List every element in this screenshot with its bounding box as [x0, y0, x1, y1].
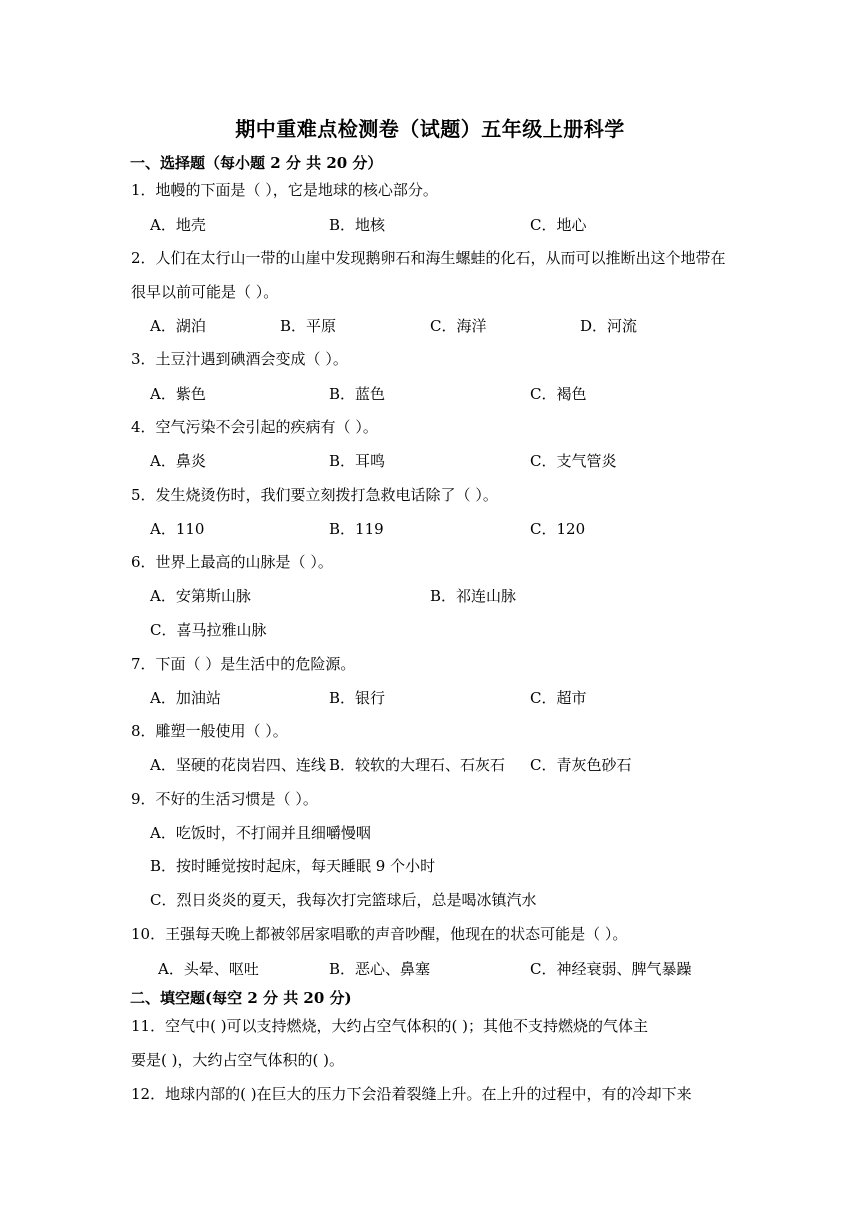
question-11-line-2: 要是( )，大约占空气体积的( )。 — [131, 1051, 344, 1069]
q7-option-c: C．超市 — [530, 689, 587, 707]
q3-option-c: C．褐色 — [530, 385, 587, 403]
question-9: 9．不好的生活习惯是（ ）。 — [131, 790, 318, 808]
q9-option-b: B．按时睡觉按时起床，每天睡眠 9 个小时 — [150, 857, 436, 875]
question-2-line-1: 2．人们在太行山一带的山崖中发现鹅卵石和海生螺蛙的化石，从而可以推断出这个地带在 — [131, 249, 726, 267]
q2-option-a: A．湖泊 — [150, 317, 206, 335]
q10-option-a: A．头晕、呕吐 — [158, 960, 259, 978]
q1-option-b: B．地核 — [329, 216, 386, 234]
q5-option-a: A．110 — [150, 520, 205, 538]
q2-option-c: C．海洋 — [430, 317, 487, 335]
q1-option-a: A．地壳 — [150, 216, 206, 234]
q4-option-b: B．耳鸣 — [329, 452, 386, 470]
q8-option-b: B．较软的大理石、石灰石 — [329, 756, 506, 774]
question-3: 3．土豆汁遇到碘酒会变成（ ）。 — [131, 350, 348, 368]
q7-option-b: B．银行 — [329, 689, 386, 707]
question-4: 4．空气污染不会引起的疾病有（ ）。 — [131, 418, 378, 436]
q10-option-b: B．恶心、鼻塞 — [329, 960, 431, 978]
q5-option-c: C．120 — [530, 520, 586, 538]
question-8: 8．雕塑一般使用（ ）。 — [131, 722, 288, 740]
section-heading-choice: 一、选择题（每小题 2 分 共 20 分） — [130, 154, 383, 172]
section-heading-fill: 二、填空题(每空 2 分 共 20 分) — [130, 989, 352, 1007]
q2-option-b: B．平原 — [280, 317, 337, 335]
question-2-line-2: 很早以前可能是（ ）。 — [131, 283, 279, 301]
q9-option-c: C．烈日炎炎的夏天，我每次打完篮球后，总是喝冰镇汽水 — [150, 891, 537, 909]
q8-option-a: A．坚硬的花岗岩四、连线 — [150, 756, 326, 774]
question-10: 10．王强每天晚上都被邻居家唱歌的声音吵醒，他现在的状态可能是（ ）。 — [131, 925, 628, 943]
question-12-line-1: 12．地球内部的( )在巨大的压力下会沿着裂缝上升。在上升的过程中，有的冷却下来 — [131, 1085, 692, 1103]
q8-option-c: C．青灰色砂石 — [530, 756, 632, 774]
q6-option-a: A．安第斯山脉 — [150, 587, 251, 605]
q7-option-a: A．加油站 — [150, 689, 221, 707]
q4-option-a: A．鼻炎 — [150, 452, 206, 470]
question-11-line-1: 11．空气中( )可以支持燃烧，大约占空气体积的( )；其他不支持燃烧的气体主 — [131, 1017, 649, 1035]
q1-option-c: C．地心 — [530, 216, 587, 234]
q6-option-c: C．喜马拉雅山脉 — [150, 621, 267, 639]
q2-option-d: D．河流 — [580, 317, 638, 335]
q5-option-b: B．119 — [329, 520, 384, 538]
q4-option-c: C．支气管炎 — [530, 452, 617, 470]
q9-option-a: A．吃饭时，不打闹并且细嚼慢咽 — [150, 824, 371, 842]
question-1: 1．地幔的下面是（ ），它是地球的核心部分。 — [131, 181, 438, 199]
exam-title: 期中重难点检测卷（试题）五年级上册科学 — [235, 117, 625, 141]
q3-option-a: A．紫色 — [150, 385, 206, 403]
question-5: 5．发生烧烫伤时，我们要立刻拨打急救电话除了（ ）。 — [131, 486, 498, 504]
q3-option-b: B．蓝色 — [329, 385, 386, 403]
q6-option-b: B．祁连山脉 — [430, 587, 517, 605]
question-7: 7．下面（ ）是生活中的危险源。 — [131, 655, 356, 673]
q10-option-c: C．神经衰弱、脾气暴躁 — [530, 960, 692, 978]
question-6: 6．世界上最高的山脉是（ ）。 — [131, 553, 333, 571]
